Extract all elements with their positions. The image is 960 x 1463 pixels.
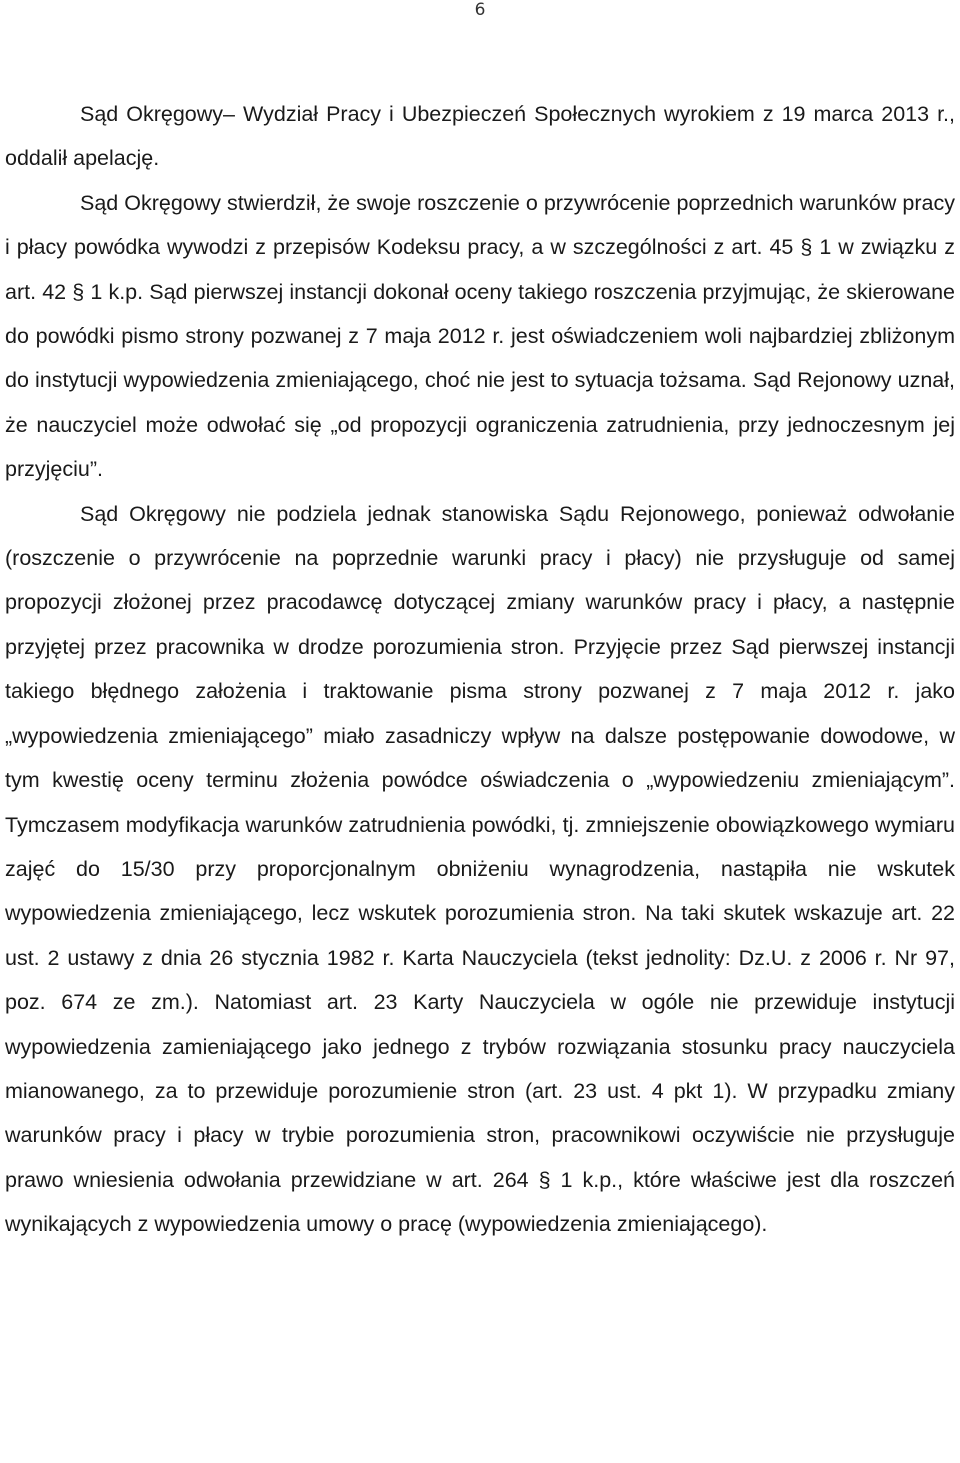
document-body [5, 92, 955, 1247]
page-number: 6 [474, 0, 486, 20]
paragraph-2: Sąd Okręgowy stwierdził, że swoje roszczenie o przywrócenie poprzednich warunków pracy i płacy powódka wywodzi z przepisów Kodeksu pracy, a w szczególności z art. 45 § 1 w związku z art. 42 § 1 k.p. Sąd pierwszej instancji dokonał oceny takiego roszczenia przyjmując, że skierowane do powódki pismo strony pozwanej z 7 maja 2012 r. jest oświadczeniem woli najbardziej zbliżonym do instytucji wypowiedzenia zmieniającego, choć nie jest to sytuacja tożsama. Sąd Rejonowy uznał, że nauczyciel może odwołać się „od propozycji ograniczenia zatrudnienia, przy jednoczesnym jej przyjęciu”. [5, 190, 955, 482]
paragraph-1: Sąd Okręgowy– Wydział Pracy i Ubezpieczeń Społecznych wyrokiem z 19 marca 2013 r., oddalił apelację. [5, 102, 955, 171]
paragraph-3: Sąd Okręgowy nie podziela jednak stanowiska Sądu Rejonowego, ponieważ odwołanie (roszczenie o przywrócenie na poprzednie warunki pracy i płacy) nie przysługuje od samej propozycji złożonej przez pracodawcę dotyczącej zmiany warunków pracy i płacy, a następnie przyjętej przez pracownika w drodze porozumienia stron. Przyjęcie przez Sąd pierwszej instancji takiego błędnego założenia i traktowanie pisma strony pozwanej z 7 maja 2012 r. jako „wypowiedzenia zmieniającego” miało zasadniczy wpływ na dalsze postępowanie dowodowe, w tym kwestię oceny terminu złożenia powódce oświadczenia o „wypowiedzeniu zmieniającym”. Tymczasem modyfikacja warunków zatrudnienia powódki, tj. zmniejszenie obowiązkowego wymiaru zajęć do 15/30 przy proporcjonalnym obniżeniu wynagrodzenia, nastąpiła nie wskutek wypowiedzenia zmieniającego, lecz wskutek porozumienia stron. Na taki skutek wskazuje art. 22 ust. 2 ustawy z dnia 26 stycznia 1982 r. Karta Nauczyciela (tekst jednolity: Dz.U. z 2006 r. Nr 97, poz. 674 ze zm.). Natomiast art. 23 Karty Nauczyciela w ogóle nie przewiduje instytucji wypowiedzenia zamieniającego jako jednego z trybów rozwiązania stosunku pracy nauczyciela mianowanego, za to przewiduje porozumienie stron (art. 23 ust. 4 pkt 1). W przypadku zmiany warunków pracy i płacy w trybie porozumienia stron, pracownikowi oczywiście nie przysługuje prawo wniesienia odwołania przewidziane w art. 264 § 1 k.p., które właściwe jest dla roszczeń wynikających z wypowiedzenia umowy o pracę (wypowiedzenia zmieniającego). [5, 501, 955, 1237]
